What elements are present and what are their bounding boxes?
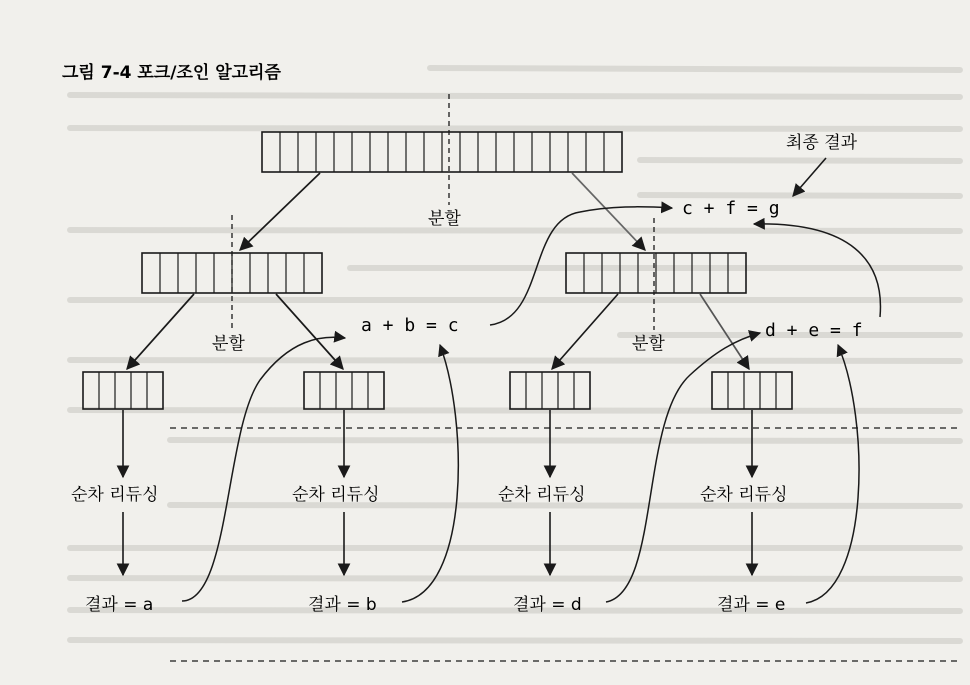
split-label-left: 분할 <box>212 334 245 354</box>
split-label-top: 분할 <box>428 209 461 229</box>
final-result-label: 최종 결과 <box>786 133 858 153</box>
result-label-d: 결과 = d <box>513 595 582 615</box>
leaf-array-e <box>712 372 792 409</box>
join-equation-right: d + e = f <box>765 320 863 341</box>
phase-separators <box>170 428 958 661</box>
join-curve-e <box>806 345 859 603</box>
reduce-label-e: 순차 리듀싱 <box>700 485 788 505</box>
right-mid-array <box>566 253 746 293</box>
join-curve-d <box>606 333 760 602</box>
reduce-label-a: 순차 리듀싱 <box>71 485 159 505</box>
reduce-label-b: 순차 리듀싱 <box>292 485 380 505</box>
join-equation-left: a + b = c <box>361 315 459 336</box>
figure-caption: 그림 7-4 포크/조인 알고리즘 <box>62 63 281 83</box>
leaf-array-a <box>83 372 163 409</box>
root-array <box>262 132 622 172</box>
split-label-right: 분할 <box>632 334 665 354</box>
reduce-label-d: 순차 리듀싱 <box>498 485 586 505</box>
result-label-e: 결과 = e <box>717 595 786 615</box>
fork-arrow-root-left <box>240 173 320 250</box>
final-result-pointer <box>793 158 826 196</box>
join-curve-b <box>402 345 458 602</box>
result-label-b: 결과 = b <box>308 595 377 615</box>
bleed-through-lines <box>70 68 960 641</box>
leaf-array-b <box>304 372 384 409</box>
join-equation-final: c + f = g <box>682 198 780 219</box>
leaf-array-d <box>510 372 590 409</box>
result-label-a: 결과 = a <box>85 595 154 615</box>
